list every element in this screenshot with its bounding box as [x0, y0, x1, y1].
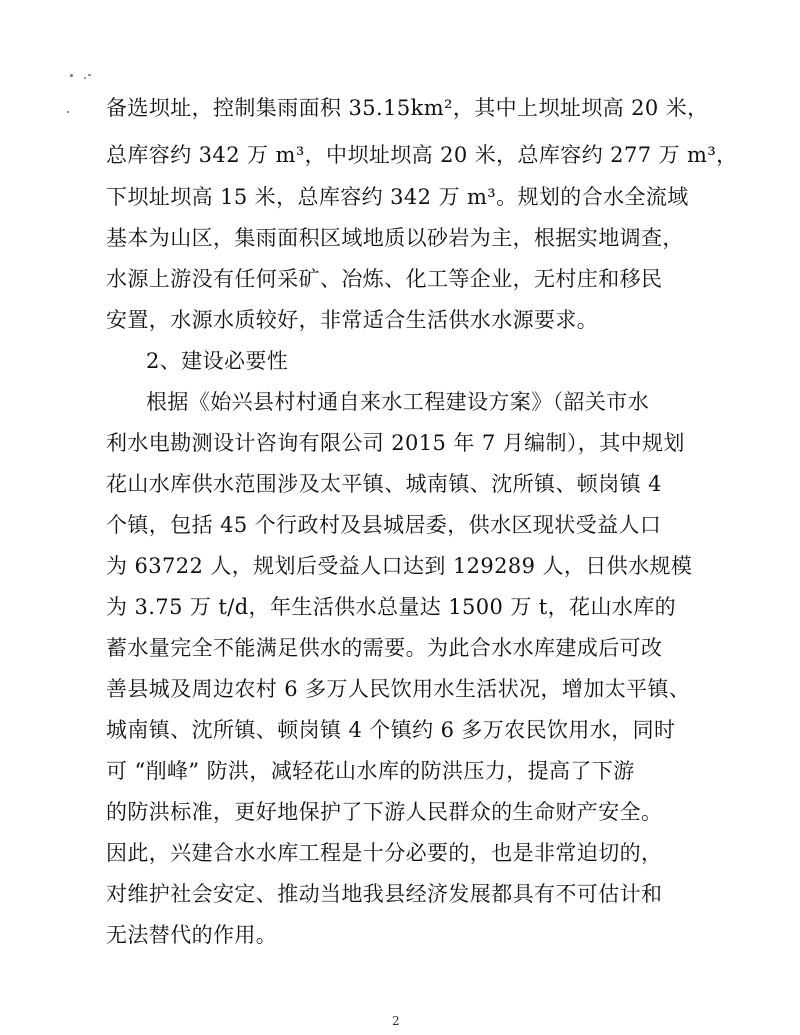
paragraph-line: 城南镇、沈所镇、顿岗镇 4 个镇约 6 多万农民饮用水，同时 [106, 718, 676, 742]
paragraph-line: 可 “削峰” 防洪，减轻花山水库的防洪压力，提高了下游 [106, 759, 635, 783]
paragraph-line: 善县城及周边农村 6 多万人民饮用水生活状况，增加太平镇、 [106, 677, 691, 701]
paragraph-line: 水源上游没有任何采矿、冶炼、化工等企业，无村庄和移民 [106, 267, 663, 291]
paragraph-line: 备选坝址，控制集雨面积 35.15km²，其中上坝址坝高 20 米， [106, 96, 709, 120]
scan-speck [88, 74, 91, 76]
paragraph-line: 蓄水量完全不能满足供水的需要。为此合水水库建成后可改 [106, 636, 663, 660]
paragraph-line: 下坝址坝高 15 米，总库容约 342 万 m³。规划的合水全流域 [106, 185, 689, 209]
paragraph-line: 无法替代的作用。 [106, 923, 278, 947]
paragraph-line: 根据《始兴县村村通自来水工程建设方案》（韶关市水 [146, 390, 650, 414]
paragraph-line: 因此，兴建合水水库工程是十分必要的，也是非常迫切的， [106, 841, 663, 865]
paragraph-line: 总库容约 342 万 m³，中坝址坝高 20 米，总库容约 277 万 m³， [106, 143, 738, 167]
scan-speck [67, 111, 69, 113]
paragraph-line: 的防洪标准，更好地保护了下游人民群众的生命财产安全。 [106, 800, 663, 824]
scan-speck [84, 77, 86, 79]
paragraph-line: 利水电勘测设计咨询有限公司 2015 年 7 月编制），其中规划 [106, 431, 685, 455]
paragraph-line: 个镇，包括 45 个行政村及县城居委，供水区现状受益人口 [106, 513, 662, 537]
paragraph-line: 基本为山区，集雨面积区域地质以砂岩为主，根据实地调查， [106, 226, 684, 250]
page-number: 2 [392, 1014, 400, 1028]
paragraph-line: 为 3.75 万 t/d，年生活供水总量达 1500 万 t，花山水库的 [106, 595, 677, 619]
paragraph-line: 安置，水源水质较好，非常适合生活供水水源要求。 [106, 308, 599, 332]
paragraph-line: 对维护社会安定、推动当地我县经济发展都具有不可估计和 [106, 882, 663, 906]
section-heading: 2、建设必要性 [146, 349, 289, 373]
paragraph-line: 为 63722 人，规划后受益人口达到 129289 人，日供水规模 [106, 554, 693, 578]
scan-speck [70, 74, 73, 77]
paragraph-line: 花山水库供水范围涉及太平镇、城南镇、沈所镇、顿岗镇 4 [106, 472, 662, 496]
